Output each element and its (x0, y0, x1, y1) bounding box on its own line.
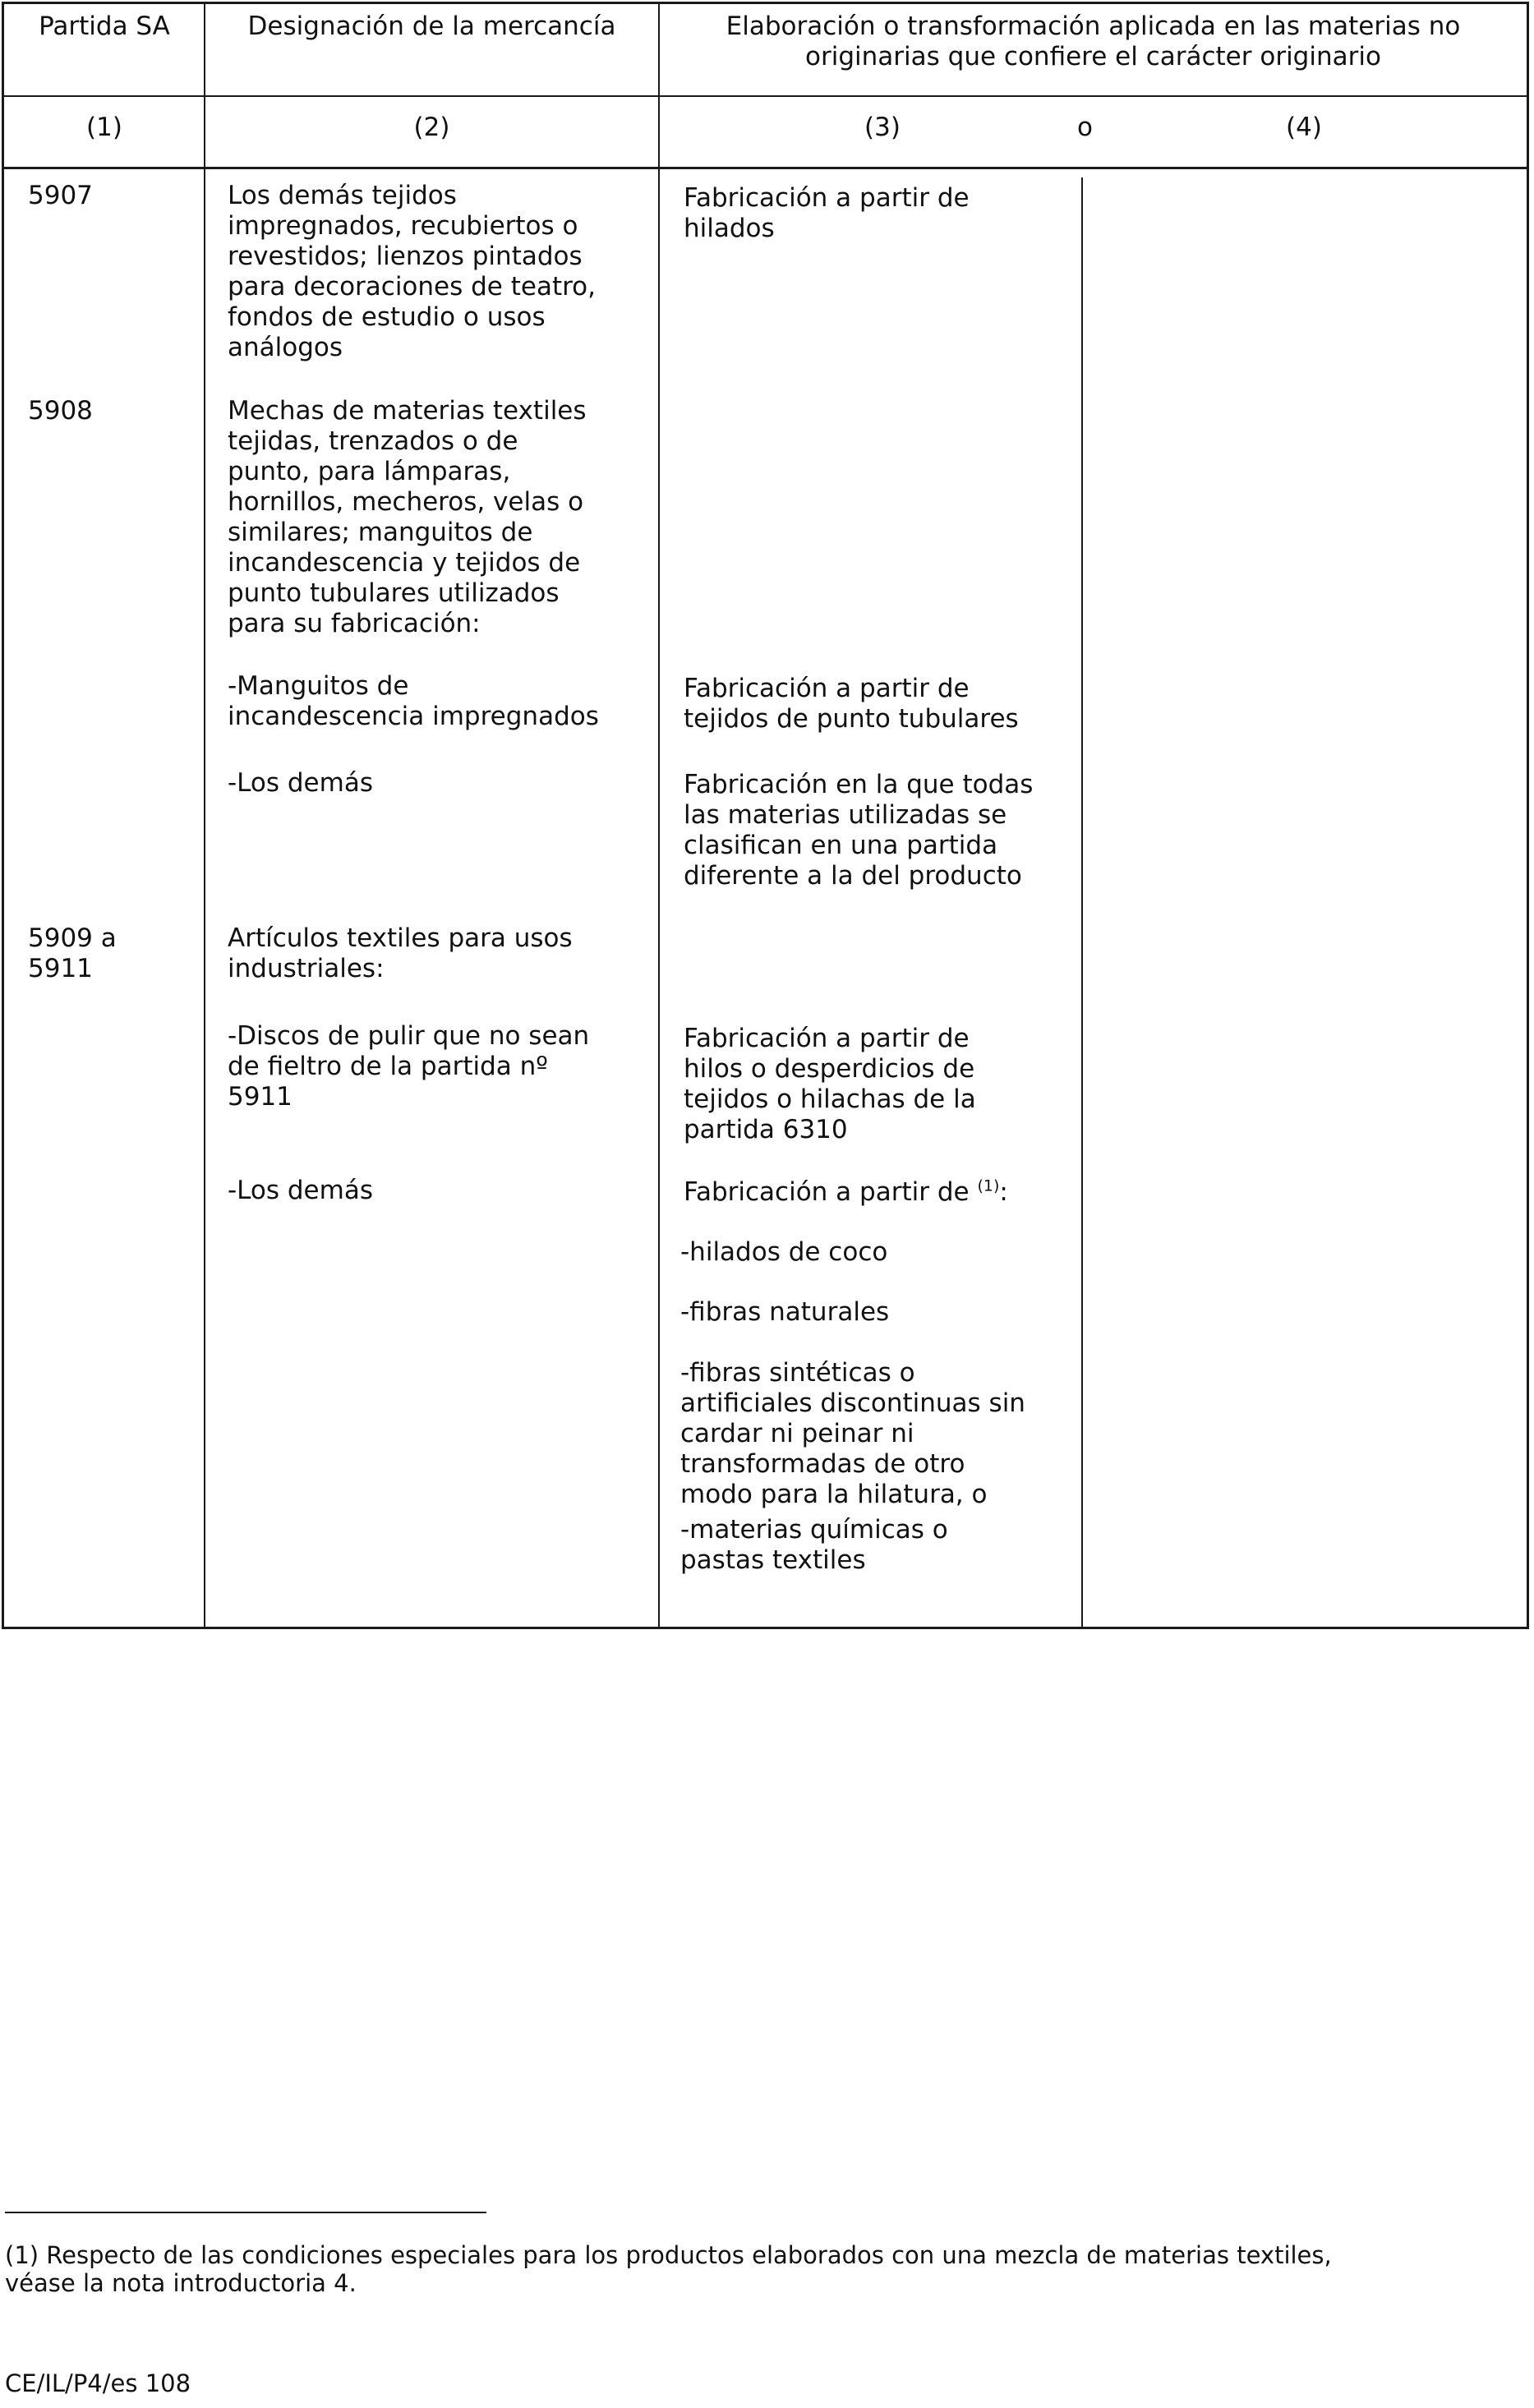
processing-rule: Fabricación en la que todas las materias utilizadas se clasifican en una partida diferente a la del producto (684, 770, 1034, 891)
table-border-right (1527, 2, 1529, 1629)
hs-code: 5909 a 5911 (28, 923, 117, 983)
goods-description: -Los demás (228, 768, 373, 798)
header-designacion: Designación de la mercancía (247, 12, 616, 41)
header-elaboracion: Elaboración o transformación aplicada en las materias no originarias que confiere el carácter originario (726, 12, 1461, 71)
footnote-text: (1) Respecto de las condiciones especiales para los productos elaborados con una mezcla de materias textiles, véase la nota introductoria 4. (5, 2241, 1332, 2297)
column-divider-3 (1081, 177, 1083, 1629)
goods-description: Mechas de materias textiles tejidas, trenzados o de punto, para lámparas, hornillos, mecheros, velas o similares; manguitos de incandescencia y tejidos de punto tubulares utilizados para su fabricación: (228, 396, 587, 638)
goods-description: -Los demás (228, 1176, 373, 1205)
page-reference: CE/IL/P4/es 108 (5, 2369, 191, 2397)
column-divider-1 (204, 2, 205, 1629)
hs-code: 5907 (28, 181, 93, 210)
hs-code: 5908 (28, 396, 93, 426)
footnote-marker: (1) (977, 1176, 1000, 1195)
footnote-separator (5, 2212, 486, 2213)
processing-rule: Fabricación a partir de $^{(1)}$: (684, 1176, 1008, 1207)
material-sub-item: -hilados de coco (680, 1237, 888, 1267)
column-number-3: (3) (864, 113, 901, 142)
column-number-2: (2) (413, 113, 450, 142)
goods-description: Los demás tejidos impregnados, recubiertos o revestidos; lienzos pintados para decoraciones de teatro, fondos de estudio o usos análogos (228, 181, 596, 362)
table-border-left (2, 2, 4, 1629)
material-sub-item: -fibras sintéticas o artificiales discontinuas sin cardar ni peinar ni transformadas de otro modo para la hilatura, o (680, 1358, 1025, 1509)
material-sub-item: -materias químicas o pastas textiles (680, 1515, 948, 1575)
table-border-bottom (2, 1627, 1529, 1629)
column-or-label: o (1077, 113, 1093, 142)
column-divider-2 (658, 2, 660, 1629)
table-border-top (2, 2, 1529, 4)
processing-rule: Fabricación a partir de tejidos de punto tubulares (684, 674, 1019, 734)
goods-description: -Discos de pulir que no sean de fieltro de la partida nº 5911 (228, 1021, 590, 1112)
header-partida-sa: Partida SA (39, 12, 170, 41)
column-number-4: (4) (1286, 113, 1322, 142)
goods-description: Artículos textiles para usos industriales: (228, 923, 573, 983)
goods-description: -Manguitos de incandescencia impregnados (228, 671, 599, 731)
processing-rule: Fabricación a partir de hilos o desperdicios de tejidos o hilachas de la partida 6310 (684, 1024, 976, 1144)
column-number-1: (1) (86, 113, 122, 142)
material-sub-item: -fibras naturales (680, 1297, 890, 1327)
number-row-divider (2, 167, 1529, 169)
processing-rule: Fabricación a partir de hilados (684, 183, 970, 243)
header-divider (2, 95, 1529, 97)
